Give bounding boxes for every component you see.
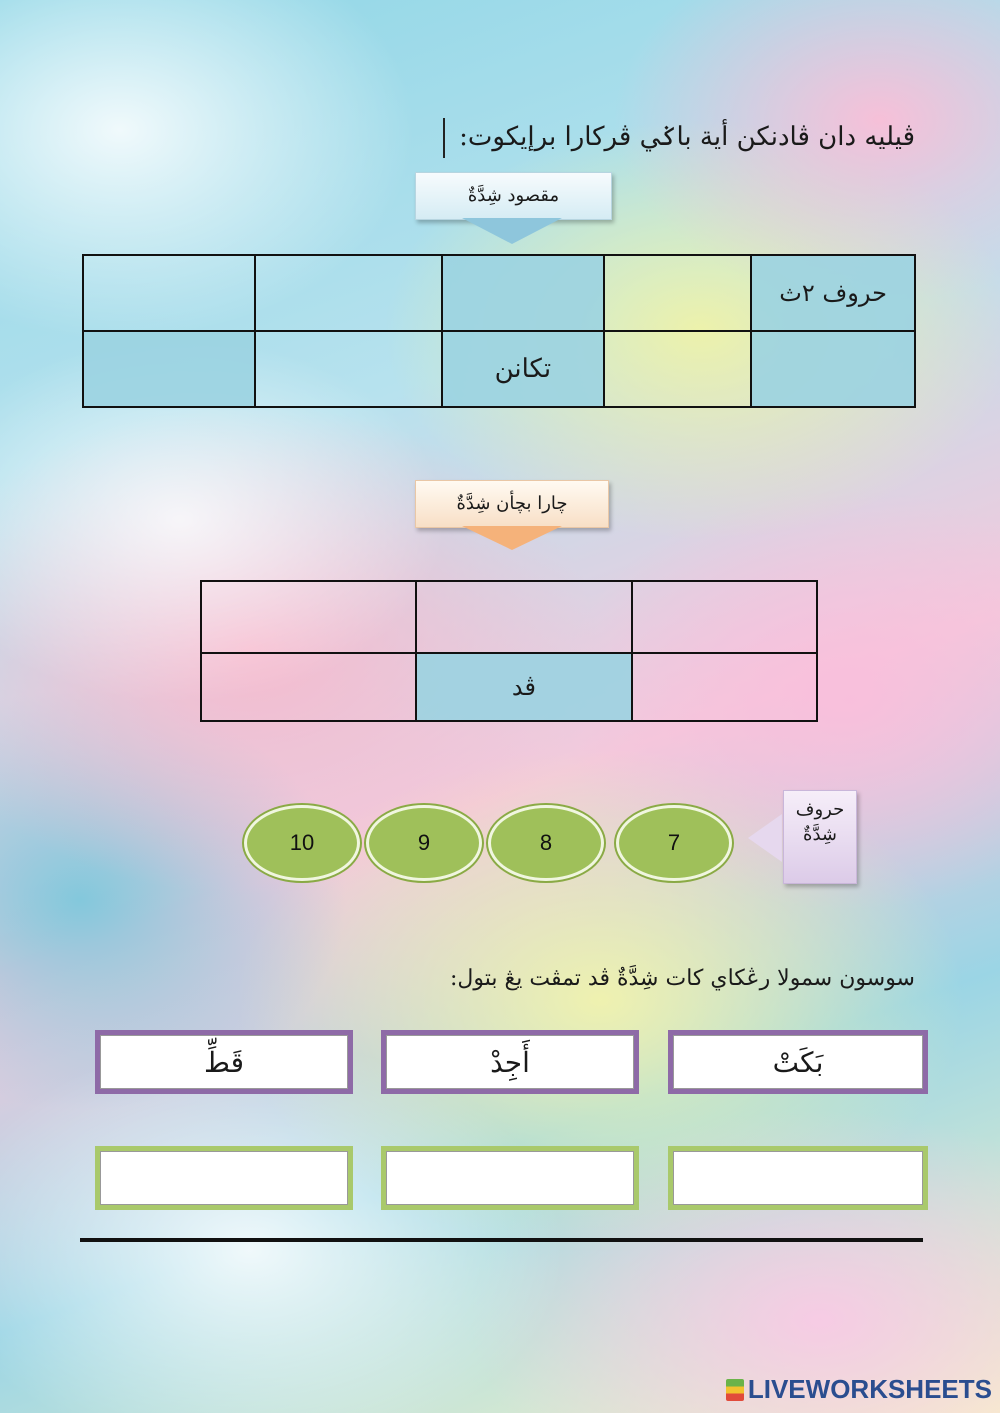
word-card[interactable]: أَجِدْ — [381, 1030, 639, 1094]
table-cell[interactable] — [255, 331, 442, 407]
table-cell[interactable] — [83, 255, 255, 331]
arrow-left-icon — [748, 814, 782, 862]
logo-badge-icon — [726, 1379, 744, 1401]
option-oval[interactable]: 10 — [244, 805, 360, 881]
table-cell[interactable] — [83, 331, 255, 407]
table-cell[interactable] — [201, 581, 416, 653]
answer-box[interactable] — [668, 1146, 928, 1210]
arrow-down-icon — [462, 526, 562, 550]
answer-box[interactable] — [381, 1146, 639, 1210]
table-cell[interactable] — [751, 331, 915, 407]
arrow-down-icon — [462, 218, 562, 244]
callout-how-to-read: چارا بچأن شِدَّةٌ — [415, 480, 609, 528]
heading-text: ڤيليه دان ڤادنكن أية باݢي ڤركارا برإيکوت: — [459, 122, 915, 152]
answer-box[interactable] — [95, 1146, 353, 1210]
table-cell[interactable] — [201, 653, 416, 721]
meaning-table — [82, 254, 916, 408]
word-card[interactable]: بَكَتْ — [668, 1030, 928, 1094]
divider-line — [80, 1238, 923, 1242]
word-card[interactable]: قَطِّ — [95, 1030, 353, 1094]
option-oval[interactable]: 7 — [616, 805, 732, 881]
table-cell[interactable] — [255, 255, 442, 331]
callout-shaddah-letters: حروف شِدَّةٌ — [783, 790, 857, 884]
option-oval[interactable]: 9 — [366, 805, 482, 881]
text-cursor — [443, 118, 445, 158]
worksheet-heading — [443, 118, 915, 158]
table-cell[interactable] — [632, 581, 817, 653]
reading-table — [200, 580, 818, 722]
table-cell-label: حروف ٢ث — [751, 255, 915, 331]
callout-meaning: مقصود شِدَّةٌ — [415, 172, 612, 220]
table-cell[interactable] — [632, 653, 817, 721]
option-oval[interactable]: 8 — [488, 805, 604, 881]
table-cell[interactable] — [442, 255, 604, 331]
table-cell-label: تكانن — [442, 331, 604, 407]
instruction-text: سوسون سمولا رڠکاي کات شِدَّةٌ ڤد تمڤت يڠ بتول: — [450, 966, 915, 991]
table-cell[interactable] — [416, 581, 631, 653]
table-cell-label: ڤد — [416, 653, 631, 721]
table-cell[interactable] — [604, 331, 752, 407]
table-cell[interactable] — [604, 255, 752, 331]
liveworksheets-logo: LIVEWORKSHEETS — [726, 1374, 992, 1405]
